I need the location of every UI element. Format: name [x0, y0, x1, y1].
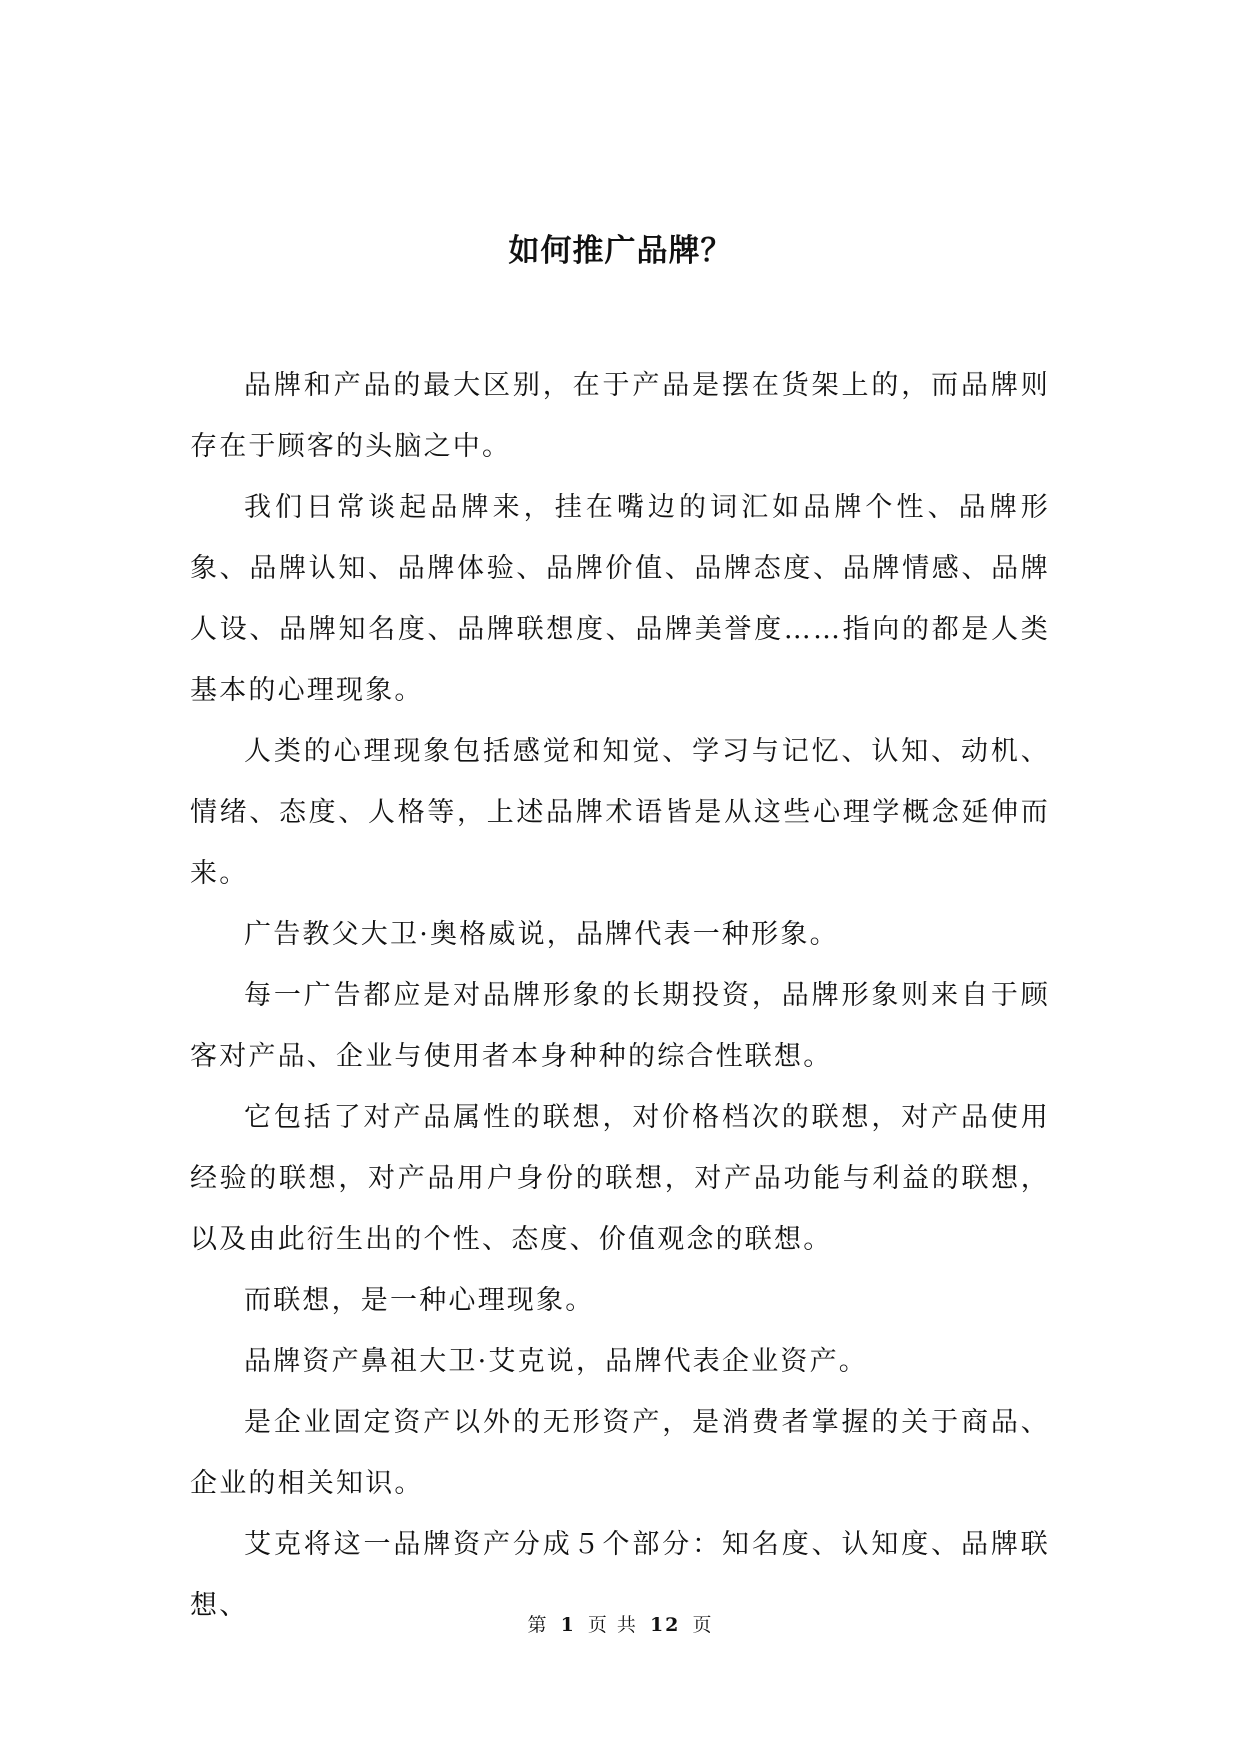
- paragraph: 人类的心理现象包括感觉和知觉、学习与记忆、认知、动机、情绪、态度、人格等，上述品牌术语皆是从这些心理学概念延伸而来。: [190, 736, 1050, 889]
- current-page-number: 1: [560, 1614, 576, 1636]
- paragraph: 品牌资产鼻祖大卫·艾克说，品牌代表企业资产。: [244, 1346, 868, 1377]
- paragraph: 艾克将这一品牌资产分成５个部分：知名度、认知度、品牌联想、: [190, 1529, 1050, 1621]
- paragraph: 每一广告都应是对品牌形象的长期投资，品牌形象则来自于顾客对产品、企业与使用者本身种种的综合性联想。: [190, 980, 1050, 1072]
- document-body: [190, 355, 1050, 1636]
- paragraph: 品牌和产品的最大区别，在于产品是摆在货架上的，而品牌则存在于顾客的头脑之中。: [190, 370, 1050, 462]
- page-footer: [0, 1610, 1241, 1637]
- footer-middle: 页 共: [587, 1614, 638, 1636]
- paragraph: 而联想，是一种心理现象。: [244, 1285, 595, 1316]
- paragraph: 是企业固定资产以外的无形资产，是消费者掌握的关于商品、企业的相关知识。: [190, 1407, 1050, 1499]
- paragraph: 它包括了对产品属性的联想，对价格档次的联想，对产品使用经验的联想，对产品用户身份的联想，对产品功能与利益的联想，以及由此衍生出的个性、态度、价值观念的联想。: [190, 1102, 1050, 1255]
- paragraph: 我们日常谈起品牌来，挂在嘴边的词汇如品牌个性、品牌形象、品牌认知、品牌体验、品牌价值、品牌态度、品牌情感、品牌人设、品牌知名度、品牌联想度、品牌美誉度……指向的都是人类基本的心理现象。: [190, 492, 1050, 706]
- document-title: 如何推广品牌？: [508, 233, 733, 269]
- footer-prefix: 第: [527, 1614, 549, 1636]
- footer-suffix: 页: [692, 1614, 714, 1636]
- total-pages-number: 12: [649, 1614, 681, 1636]
- paragraph: 广告教父大卫·奥格威说，品牌代表一种形象。: [244, 919, 839, 950]
